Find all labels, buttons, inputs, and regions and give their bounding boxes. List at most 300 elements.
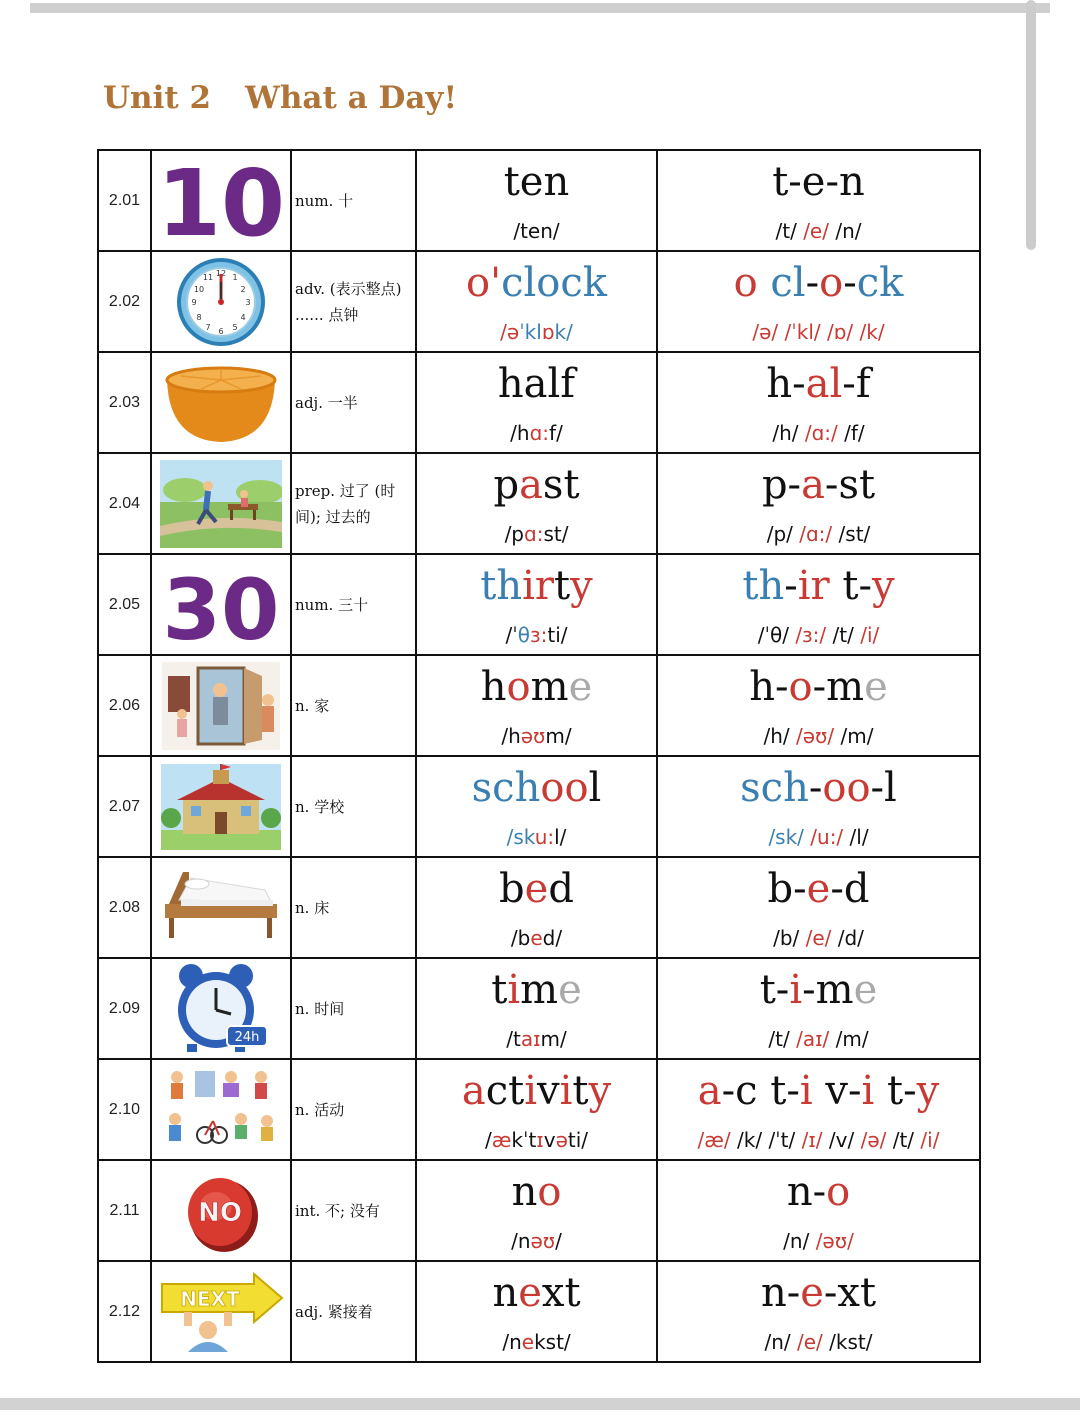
number-30-icon [156,559,286,651]
word [417,1066,656,1116]
scrollbar[interactable] [1026,0,1036,250]
svg-text:7: 7 [205,322,211,332]
phonetic-part: kˈt [511,1127,537,1152]
split-phonetic-part: /ə/ [860,1127,887,1152]
word [417,1268,656,1318]
word-part: y [570,562,593,609]
word-index: 2.02 [98,251,151,352]
picture-cell [151,857,291,958]
split-part: p- [761,461,802,508]
split-part: n- [786,1168,827,1215]
meaning-line: adj. 紧接着 [295,1302,373,1321]
split-part: a [801,461,825,508]
svg-text:4: 4 [240,312,246,322]
split-phonetic-part: /st/ [832,521,871,546]
word [417,157,656,207]
phonetic-part: ə [555,1127,568,1152]
split-phonetic-part: /ɜ:/ [795,622,827,647]
phonetic-part: θ [517,622,530,647]
svg-text:9: 9 [191,297,197,307]
split-phonetic-part: /d/ [831,925,864,950]
split-part: t- [759,966,790,1013]
split-part: o [733,259,771,306]
next-arrow-icon [158,1272,284,1352]
word-split [658,662,979,712]
split-phonetic [658,621,979,649]
word-part: ten [503,158,570,205]
word-part: half [497,360,576,407]
split-phonetic-part: /sk/ [768,824,804,849]
word-part: i [559,1067,573,1114]
split-part: -m [802,966,854,1013]
split-part: - [805,259,820,306]
phonetic-part: ti/ [547,622,568,647]
table-row [98,655,980,756]
svg-text:10: 10 [193,284,205,294]
word-split [658,1066,979,1116]
meaning-cell [291,453,416,554]
phonetic-part: v [543,1127,556,1152]
word-index: 2.01 [98,150,151,251]
split-phonetic-part: /u:/ [803,824,844,849]
split-part: a [697,1067,722,1114]
split-phonetic-part: /f/ [837,420,865,445]
split-phonetic-part: /e/ [805,925,832,950]
word-cell [416,756,657,857]
table-row [98,1059,980,1160]
split-phonetic-part: /m/ [829,1026,869,1051]
word-index: 2.11 [98,1160,151,1261]
svg-text:1: 1 [232,272,238,282]
syllable-cell [657,1059,980,1160]
table-row [98,251,980,352]
phonetic-part: aɪ [520,1026,541,1051]
word-part: e [518,1269,542,1316]
svg-text:11: 11 [202,272,214,282]
word-cell [416,251,657,352]
svg-text:8: 8 [196,312,202,322]
split-part: - [808,764,823,811]
activities-icon [161,1065,281,1155]
word [417,258,656,308]
picture-cell [151,756,291,857]
split-part: h- [766,360,806,407]
phonetic-part: /p [504,521,524,546]
word-part: b [499,865,525,912]
word-split [658,1167,979,1217]
svg-text:5: 5 [232,322,238,332]
meaning-cell [291,1261,416,1362]
word-split [658,359,979,409]
svg-text:NO: NO [198,1197,242,1228]
split-part: -l [870,764,897,811]
table-row [98,1160,980,1261]
split-phonetic-part: /ɑ:/ [804,420,838,445]
split-phonetic [658,217,979,245]
word-index: 2.05 [98,554,151,655]
split-part: e [864,663,888,710]
syllable-cell [657,958,980,1059]
split-phonetic-part: /æ/ [697,1127,731,1152]
split-part: ck [856,259,904,306]
table-row [98,1261,980,1362]
word-cell [416,1059,657,1160]
family-home-icon [162,662,280,750]
split-part: e [853,966,878,1013]
table-row [98,958,980,1059]
meaning-line: n. 时间 [295,999,345,1018]
phonetic-part: e [521,1329,535,1354]
word [417,1167,656,1217]
word-split [658,258,979,308]
picture-cell [151,453,291,554]
phonetic-part: ɑ: [524,521,544,546]
phonetic-part: d/ [542,925,563,950]
meaning-line: 间); 过去的 [295,507,371,526]
bottom-divider [0,1398,1080,1410]
word [417,561,656,611]
split-part: -f [842,360,871,407]
meaning-cell [291,857,416,958]
picture-cell [151,655,291,756]
word-index: 2.04 [98,453,151,554]
table-row [98,756,980,857]
meaning-line: num. 三十 [295,595,369,614]
phonetic [417,924,656,952]
meaning-cell [291,554,416,655]
phonetic [417,1126,656,1154]
word-cell [416,1160,657,1261]
word-part: m [530,663,569,710]
phonetic-part: ɜ: [529,622,548,647]
syllable-cell [657,554,980,655]
split-phonetic [658,318,979,346]
split-phonetic [658,1025,979,1053]
phonetic [417,722,656,750]
meaning-line: prep. 过了 (时 [295,481,396,500]
syllable-cell [657,756,980,857]
word-part: xt [541,1269,581,1316]
word-cell [416,1261,657,1362]
split-phonetic-part: /n/ [783,1228,816,1253]
svg-text:6: 6 [218,326,224,336]
picture-cell [151,1160,291,1261]
word-part: a [461,1067,486,1114]
phonetic-part: /n [511,1228,531,1253]
phonetic [417,1227,656,1255]
split-part: -st [824,461,876,508]
split-phonetic-part: /p/ [766,521,800,546]
phonetic-part: m/ [540,1026,567,1051]
picture-cell [151,352,291,453]
word-index: 2.08 [98,857,151,958]
word-part: o [506,663,531,710]
svg-text:24h: 24h [234,1029,260,1045]
word-part: ct [485,1067,525,1114]
word-part: m [520,966,559,1013]
phonetic-part: ɒ [541,319,555,344]
meaning-line: adj. 一半 [295,393,358,412]
phonetic-part: ˈkl [519,319,542,344]
split-phonetic-part: /k/ /ˈt/ [730,1127,802,1152]
split-phonetic-part: /t/ [775,218,804,243]
word-part: i [507,966,521,1013]
split-part: -c [721,1067,771,1114]
split-part: b- [767,865,807,912]
word-split [658,157,979,207]
page-title [103,80,457,116]
park-runner-icon [160,460,282,548]
phonetic-part: /n [502,1329,522,1354]
word-cell [416,554,657,655]
split-part: y [871,562,895,609]
table-row [98,857,980,958]
phonetic-part: ɪ [536,1127,544,1152]
phonetic-part: l/ [554,824,567,849]
split-part: o [826,1168,851,1215]
meaning-cell [291,958,416,1059]
split-part: ir [797,562,830,609]
phonetic [417,823,656,851]
meaning-line: n. 活动 [295,1100,345,1119]
word-part: y [588,1067,612,1114]
syllable-cell [657,352,980,453]
unit-label: Unit 2 [103,80,212,116]
word-index: 2.03 [98,352,151,453]
school-building-icon [161,764,281,850]
split-phonetic-part: /t/ [886,1127,921,1152]
meaning-cell [291,352,416,453]
word-index: 2.09 [98,958,151,1059]
split-part: n- [760,1269,801,1316]
picture-cell [151,554,291,655]
table-row [98,453,980,554]
svg-text:30: 30 [162,560,280,651]
word-split [658,460,979,510]
word-part: o' [466,259,502,306]
split-phonetic-part: /ə/ /ˈkl/ /ɒ/ /k/ [752,319,885,344]
word-part: sch [471,764,541,811]
word-split [658,561,979,611]
split-phonetic [658,520,979,548]
word-part: o [537,1168,562,1215]
split-phonetic [658,924,979,952]
split-phonetic-part: /əʊ/ [815,1228,854,1253]
word [417,965,656,1015]
split-part: e [806,865,831,912]
phonetic-part: st/ [543,521,569,546]
split-phonetic [658,419,979,447]
table-row [98,352,980,453]
split-part: v- [812,1067,862,1114]
split-phonetic [658,1227,979,1255]
svg-text:2: 2 [240,284,246,294]
split-part: -m [812,663,865,710]
phonetic-part: əʊ [520,723,546,748]
split-phonetic [658,722,979,750]
word-cell [416,857,657,958]
phonetic-part: / [484,1127,492,1152]
word-index: 2.06 [98,655,151,756]
split-part: t- [874,1067,917,1114]
phonetic-part: u: [534,824,555,849]
bed-icon [161,868,281,948]
split-phonetic [658,823,979,851]
word-part: st [542,461,580,508]
split-part: o [819,259,844,306]
phonetic [417,1025,656,1053]
phonetic-part: k/ [554,319,573,344]
split-phonetic-part: /b/ [773,925,806,950]
svg-text:10: 10 [156,154,286,247]
picture-cell [151,1261,291,1362]
split-part: y [916,1067,940,1114]
number-10-icon [156,155,286,247]
vocabulary-table [97,149,981,1363]
word-part: l [588,764,602,811]
word [417,662,656,712]
no-sign-icon [176,1166,266,1256]
phonetic-part: /ˈ [505,622,518,647]
picture-cell [151,1059,291,1160]
split-part: al [805,360,843,407]
word-part: t [491,966,508,1013]
meaning-line: int. 不; 没有 [295,1201,380,1220]
word-cell [416,352,657,453]
picture-cell [151,150,291,251]
split-part: - [843,259,857,306]
word-split [658,965,979,1015]
word-part: clock [501,259,607,306]
split-phonetic-part: /ɪ/ [801,1127,823,1152]
phonetic-part: f/ [549,420,563,445]
phonetic [417,621,656,649]
split-part: cl [770,259,806,306]
split-part: - [784,562,798,609]
word-part: t [572,1067,589,1114]
meaning-line: ...... 点钟 [295,305,359,324]
word-part: oo [540,764,589,811]
split-part: t- [770,1067,800,1114]
syllable-cell [657,1160,980,1261]
split-phonetic-part: /kst/ [822,1329,873,1354]
split-part: i [799,1067,813,1114]
meaning-line: adv. (表示整点) [295,279,402,298]
split-part: i [861,1067,875,1114]
word-cell [416,958,657,1059]
split-part: -d [830,865,870,912]
table-row [98,150,980,251]
meaning-line: num. 十 [295,191,354,210]
syllable-cell [657,150,980,251]
phonetic-part: /ten/ [513,218,560,243]
meaning-cell [291,1059,416,1160]
split-phonetic-part: /h/ [772,420,805,445]
word-cell [416,453,657,554]
split-part: sch [740,764,809,811]
split-part: h- [749,663,789,710]
phonetic-part: /ə [500,319,520,344]
word [417,460,656,510]
unit-name: What a Day! [245,80,458,116]
phonetic [417,1328,656,1356]
phonetic-part: /t [506,1026,521,1051]
word-part: h [480,663,507,710]
word-cell [416,150,657,251]
syllable-cell [657,453,980,554]
word-part: n [511,1168,538,1215]
split-phonetic-part: /aɪ/ [796,1026,830,1051]
phonetic-part: kst/ [534,1329,571,1354]
split-phonetic-part: /m/ [834,723,874,748]
split-part: -xt [823,1269,877,1316]
split-phonetic-part: /h/ [763,723,797,748]
split-phonetic [658,1328,979,1356]
split-phonetic-part: /i/ [860,622,880,647]
phonetic-part: / [555,1228,562,1253]
alarm-clock-icon [169,962,273,1056]
split-phonetic-part: /əʊ/ [796,723,835,748]
phonetic-part: ɑ: [529,420,550,445]
meaning-line: n. 家 [295,696,330,715]
phonetic-part: əʊ [530,1228,556,1253]
phonetic-part: æ [491,1127,512,1152]
word-part: i [524,1067,538,1114]
meaning-line: n. 学校 [295,797,345,816]
meaning-cell [291,655,416,756]
syllable-cell [657,655,980,756]
word-index: 2.10 [98,1059,151,1160]
syllable-cell [657,1261,980,1362]
split-phonetic-part: /e/ [797,1329,823,1354]
split-phonetic-part: /t/ [768,1026,797,1051]
word-split [658,864,979,914]
split-phonetic-part: /ɑ:/ [799,521,833,546]
word [417,864,656,914]
word-split [658,763,979,813]
meaning-cell [291,1160,416,1261]
split-part: e [800,1269,824,1316]
phonetic-part: /h [501,723,521,748]
syllable-cell [657,251,980,352]
word [417,763,656,813]
word-part: ir [522,562,555,609]
word-part: th [480,562,523,609]
phonetic-part: /b [510,925,531,950]
split-part: th [742,562,785,609]
picture-cell [151,958,291,1059]
meaning-cell [291,251,416,352]
meaning-line: n. 床 [295,898,330,917]
phonetic-part: /h [510,420,530,445]
split-phonetic-part: /ˈθ/ [757,622,796,647]
word-part: p [493,461,520,508]
word-index: 2.12 [98,1261,151,1362]
phonetic [417,520,656,548]
svg-text:NEXT: NEXT [180,1286,240,1311]
word-part: e [568,663,593,710]
split-part: i [789,966,803,1013]
phonetic-part: ti/ [567,1127,589,1152]
word-part: e [558,966,582,1013]
word-part: e [524,865,549,912]
phonetic [417,217,656,245]
meaning-cell [291,150,416,251]
clock-icon [175,256,267,348]
split-phonetic-part: /i/ [920,1127,940,1152]
table-row [98,554,980,655]
word-part: a [519,461,543,508]
